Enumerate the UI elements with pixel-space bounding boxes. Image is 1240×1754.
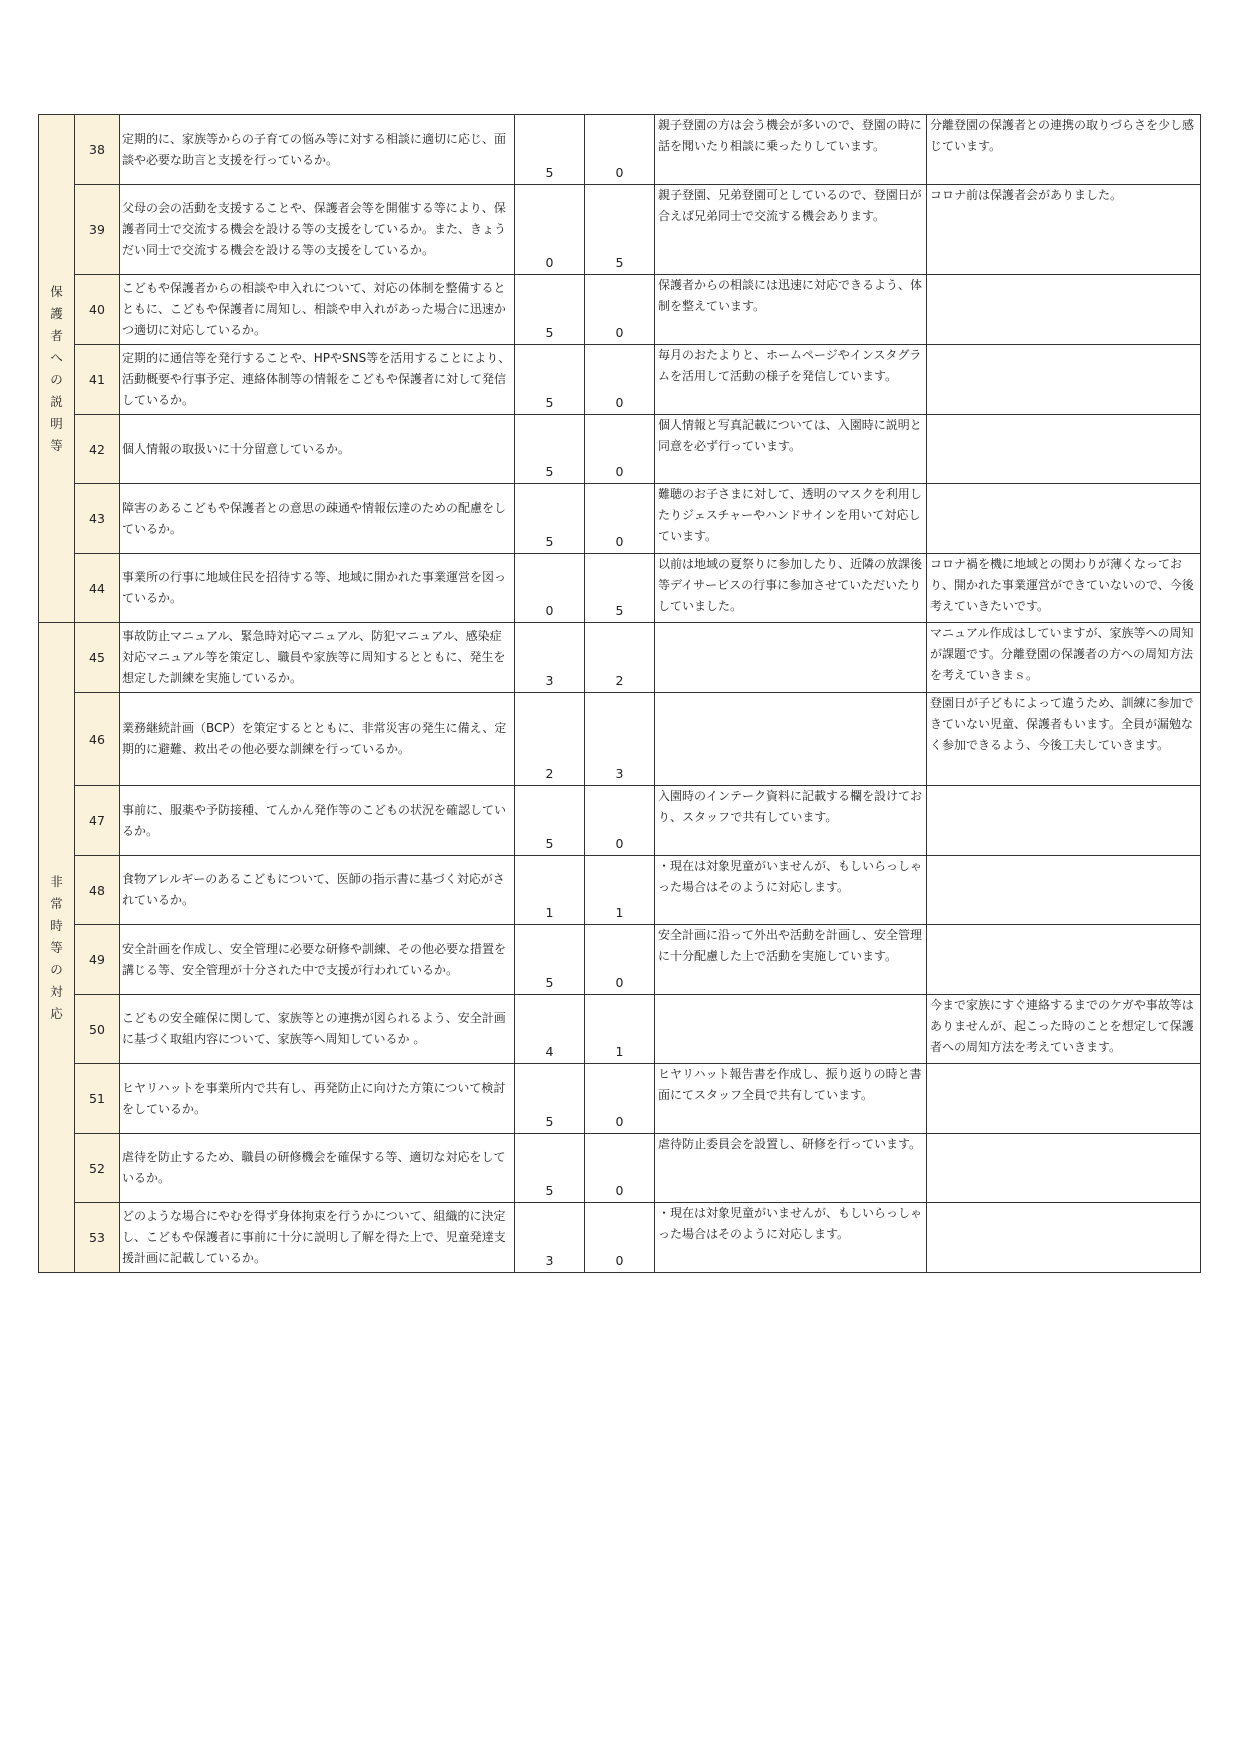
- no-count: 0: [585, 1203, 655, 1273]
- comment-status: 親子登園の方は会う機会が多いので、登園の時に話を聞いたり相談に乗ったりしています。: [655, 115, 927, 185]
- no-count: 0: [585, 484, 655, 554]
- question-text: こどもの安全確保に関して、家族等との連携が図られるよう、安全計画に基づく取組内容について、家族等へ周知しているか 。: [120, 995, 515, 1064]
- table-row: [39, 1134, 1201, 1203]
- table-row: [39, 856, 1201, 925]
- question-text: 業務継続計画（BCP）を策定するとともに、非常災害の発生に備え、定期的に避難、救出その他必要な訓練を行っているか。: [120, 693, 515, 786]
- comment-improvement: [927, 856, 1201, 925]
- yes-count: 4: [515, 995, 585, 1064]
- yes-count: 1: [515, 856, 585, 925]
- item-number: 39: [75, 185, 120, 275]
- comment-improvement: [927, 786, 1201, 856]
- comment-improvement: コロナ前は保護者会がありました。: [927, 185, 1201, 275]
- table-row: [39, 275, 1201, 345]
- item-number: 40: [75, 275, 120, 345]
- table-row: [39, 786, 1201, 856]
- item-number: 49: [75, 925, 120, 995]
- item-number: 43: [75, 484, 120, 554]
- comment-improvement: マニュアル作成はしていますが、家族等への周知が課題です。分離登園の保護者の方への周知方法を考えていきまｓ。: [927, 623, 1201, 693]
- yes-count: 3: [515, 623, 585, 693]
- no-count: 5: [585, 554, 655, 623]
- comment-status: ヒヤリハット報告書を作成し、振り返りの時と書面にてスタッフ全員で共有しています。: [655, 1064, 927, 1134]
- yes-count: 3: [515, 1203, 585, 1273]
- question-text: こどもや保護者からの相談や申入れについて、対応の体制を整備するとともに、こどもや保護者に周知し、相談や申入れがあった場合に迅速かつ適切に対応しているか。: [120, 275, 515, 345]
- question-text: 事故防止マニュアル、緊急時対応マニュアル、防犯マニュアル、感染症対応マニュアル等を策定し、職員や家族等に周知するとともに、発生を想定した訓練を実施しているか。: [120, 623, 515, 693]
- item-number: 48: [75, 856, 120, 925]
- yes-count: 0: [515, 554, 585, 623]
- comment-improvement: [927, 484, 1201, 554]
- item-number: 45: [75, 623, 120, 693]
- comment-improvement: [927, 415, 1201, 484]
- comment-status: 親子登園、兄弟登園可としているので、登園日が合えば兄弟同士で交流する機会あります。: [655, 185, 927, 275]
- question-text: 食物アレルギーのあるこどもについて、医師の指示書に基づく対応がされているか。: [120, 856, 515, 925]
- table-row: [39, 415, 1201, 484]
- comment-status: 以前は地域の夏祭りに参加したり、近隣の放課後等デイサービスの行事に参加させていただいたりしていました。: [655, 554, 927, 623]
- comment-status: 個人情報と写真記載については、入園時に説明と同意を必ず行っています。: [655, 415, 927, 484]
- table-row: [39, 484, 1201, 554]
- question-text: 事業所の行事に地域住民を招待する等、地域に開かれた事業運営を図っているか。: [120, 554, 515, 623]
- yes-count: 5: [515, 925, 585, 995]
- question-text: 個人情報の取扱いに十分留意しているか。: [120, 415, 515, 484]
- item-number: 38: [75, 115, 120, 185]
- no-count: 0: [585, 275, 655, 345]
- comment-improvement: 今まで家族にすぐ連絡するまでのケガや事故等はありませんが、起こった時のことを想定して保護者への周知方法を考えていきます。: [927, 995, 1201, 1064]
- section-label-parents: 保護者への説明等: [39, 115, 75, 623]
- item-number: 51: [75, 1064, 120, 1134]
- yes-count: 0: [515, 185, 585, 275]
- question-text: どのような場合にやむを得ず身体拘束を行うかについて、組織的に決定し、こどもや保護者に事前に十分に説明し了解を得た上で、児童発達支援計画に記載しているか。: [120, 1203, 515, 1273]
- table-row: [39, 115, 1201, 185]
- question-text: 事前に、服薬や予防接種、てんかん発作等のこどもの状況を確認しているか。: [120, 786, 515, 856]
- no-count: 0: [585, 415, 655, 484]
- no-count: 5: [585, 185, 655, 275]
- item-number: 46: [75, 693, 120, 786]
- table-row: [39, 623, 1201, 693]
- table-row: [39, 1203, 1201, 1273]
- question-text: ヒヤリハットを事業所内で共有し、再発防止に向けた方策について検討をしているか。: [120, 1064, 515, 1134]
- no-count: 0: [585, 1134, 655, 1203]
- yes-count: 5: [515, 484, 585, 554]
- comment-improvement: [927, 1134, 1201, 1203]
- comment-improvement: 分離登園の保護者との連携の取りづらさを少し感じています。: [927, 115, 1201, 185]
- question-text: 父母の会の活動を支援することや、保護者会等を開催する等により、保護者同士で交流する機会を設ける等の支援をしているか。また、きょうだい同士で交流する機会を設ける等の支援をしているか。: [120, 185, 515, 275]
- table-row: [39, 1064, 1201, 1134]
- comment-improvement: [927, 275, 1201, 345]
- table-row: [39, 345, 1201, 415]
- comment-status: 入園時のインテーク資料に記載する欄を設けており、スタッフで共有しています。: [655, 786, 927, 856]
- question-text: 定期的に通信等を発行することや、HPやSNS等を活用することにより、活動概要や行事予定、連絡体制等の情報をこどもや保護者に対して発信しているか。: [120, 345, 515, 415]
- no-count: 0: [585, 786, 655, 856]
- item-number: 42: [75, 415, 120, 484]
- yes-count: 5: [515, 115, 585, 185]
- comment-improvement: [927, 925, 1201, 995]
- comment-improvement: 登園日が子どもによって違うため、訓練に参加できていない児童、保護者もいます。全員が漏勉なく参加できるよう、今後工夫していきます。: [927, 693, 1201, 786]
- item-number: 44: [75, 554, 120, 623]
- yes-count: 5: [515, 415, 585, 484]
- no-count: 3: [585, 693, 655, 786]
- comment-status: 虐待防止委員会を設置し、研修を行っています。: [655, 1134, 927, 1203]
- no-count: 1: [585, 856, 655, 925]
- yes-count: 5: [515, 1134, 585, 1203]
- comment-status: ・現在は対象児童がいませんが、もしいらっしゃった場合はそのように対応します。: [655, 1203, 927, 1273]
- item-number: 52: [75, 1134, 120, 1203]
- comment-improvement: [927, 1203, 1201, 1273]
- comment-status: 難聴のお子さまに対して、透明のマスクを利用したりジェスチャーやハンドサインを用いて対応しています。: [655, 484, 927, 554]
- comment-status: [655, 693, 927, 786]
- comment-improvement: コロナ禍を機に地域との関わりが薄くなっており、開かれた事業運営ができていないので、今後考えていきたいです。: [927, 554, 1201, 623]
- yes-count: 5: [515, 275, 585, 345]
- table-row: [39, 925, 1201, 995]
- yes-count: 5: [515, 786, 585, 856]
- item-number: 41: [75, 345, 120, 415]
- no-count: 0: [585, 115, 655, 185]
- table-row: [39, 554, 1201, 623]
- table-row: [39, 995, 1201, 1064]
- question-text: 定期的に、家族等からの子育ての悩み等に対する相談に適切に応じ、面談や必要な助言と支援を行っているか。: [120, 115, 515, 185]
- comment-status: 毎月のおたよりと、ホームページやインスタグラムを活用して活動の様子を発信しています。: [655, 345, 927, 415]
- yes-count: 2: [515, 693, 585, 786]
- item-number: 53: [75, 1203, 120, 1273]
- section-label-emergency: 非常時等の対応: [39, 623, 75, 1273]
- question-text: 障害のあるこどもや保護者との意思の疎通や情報伝達のための配慮をしているか。: [120, 484, 515, 554]
- table-row: [39, 693, 1201, 786]
- comment-status: [655, 995, 927, 1064]
- evaluation-table: [38, 114, 1201, 1273]
- comment-status: [655, 623, 927, 693]
- no-count: 0: [585, 1064, 655, 1134]
- comment-improvement: [927, 1064, 1201, 1134]
- no-count: 2: [585, 623, 655, 693]
- yes-count: 5: [515, 345, 585, 415]
- no-count: 1: [585, 995, 655, 1064]
- comment-status: 保護者からの相談には迅速に対応できるよう、体制を整えています。: [655, 275, 927, 345]
- table-row: [39, 185, 1201, 275]
- item-number: 47: [75, 786, 120, 856]
- comment-status: 安全計画に沿って外出や活動を計画し、安全管理に十分配慮した上で活動を実施しています。: [655, 925, 927, 995]
- no-count: 0: [585, 925, 655, 995]
- question-text: 虐待を防止するため、職員の研修機会を確保する等、適切な対応をしているか。: [120, 1134, 515, 1203]
- item-number: 50: [75, 995, 120, 1064]
- comment-status: ・現在は対象児童がいませんが、もしいらっしゃった場合はそのように対応します。: [655, 856, 927, 925]
- no-count: 0: [585, 345, 655, 415]
- yes-count: 5: [515, 1064, 585, 1134]
- question-text: 安全計画を作成し、安全管理に必要な研修や訓練、その他必要な措置を講じる等、安全管理が十分された中で支援が行われているか。: [120, 925, 515, 995]
- comment-improvement: [927, 345, 1201, 415]
